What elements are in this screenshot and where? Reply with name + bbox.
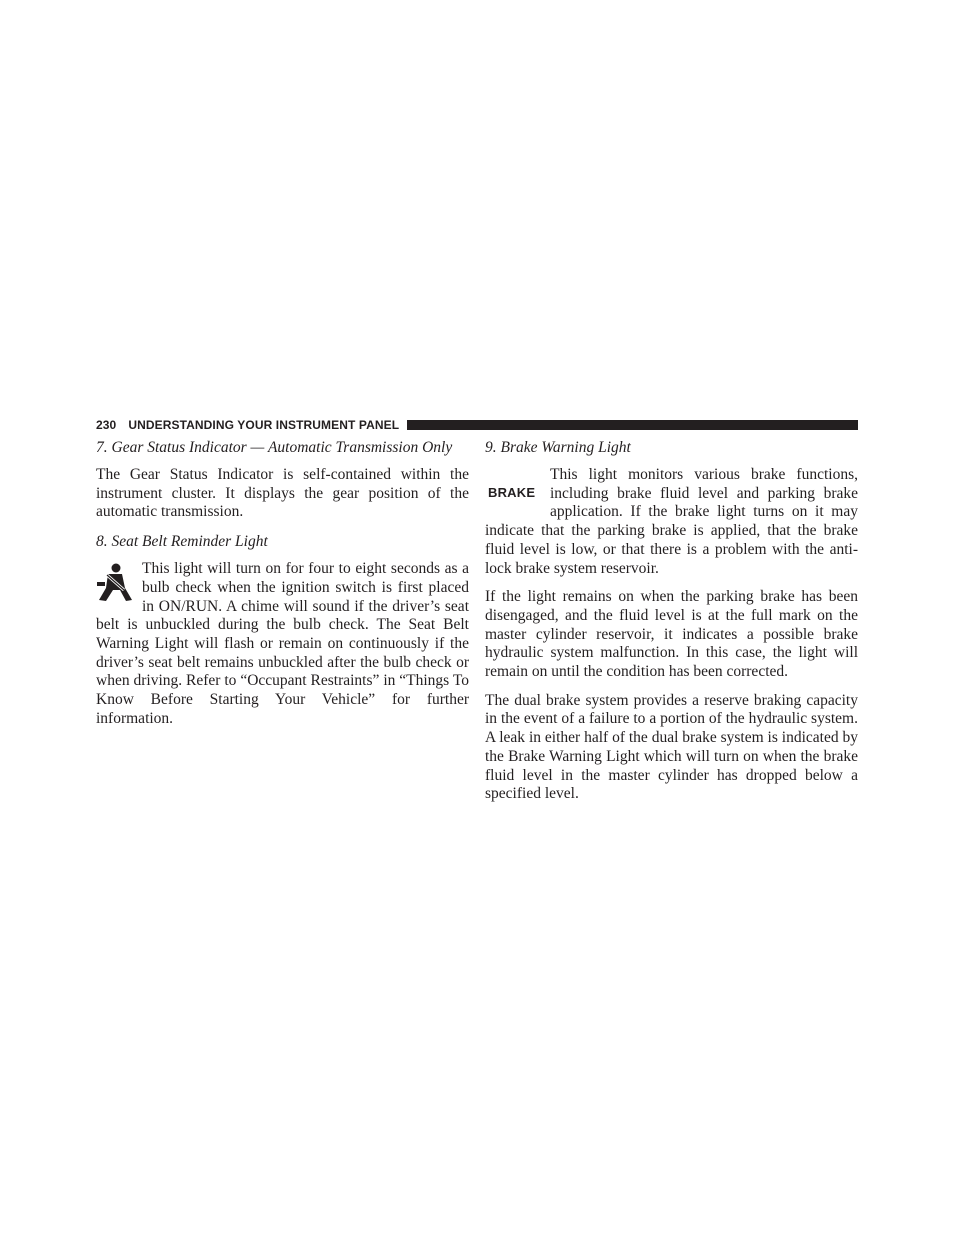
gear-status-paragraph: The Gear Status Indicator is self-contained within the instrument cluster. It displays the gear position of the automatic transmission. [96,466,469,521]
right-column [485,438,858,811]
brake-warning-icon [485,466,543,520]
brake-paragraph-2: If the light remains on when the parking brake has been disengaged, and the fluid level is at the full mark on the master cylinder reservoir, it indicates a possible brake hydraulic system malfunction. In this case, the light will remain on until the condition has been corrected. [485,588,858,681]
header-rule [407,420,858,430]
page-number: 230 [96,418,117,432]
seatbelt-paragraph: This light will turn on for four to eight seconds as a bulb check when the ignition switch is first placed in ON/RUN. A chime will sound if the driver’s seat belt is unbuckled during the bulb check. The Seat Belt Warning Light will flash or remain on continuously if the driver’s seat belt remains unbuckled after the bulb check or when driving. Refer to “Occupant Restraints” in “Things To Know Before Starting Your Vehicle” for further information. [96,560,469,727]
brake-paragraph-1: This light monitors various brake functions, including brake fluid level and parking brake application. If the brake light turns on it may indicate that the parking brake is applied, that the brake fluid level is low, or that there is a problem with the anti-lock brake system reservoir. [485,466,858,577]
seatbelt-icon [96,562,134,602]
brake-heading: 9. Brake Warning Light [485,439,631,456]
seatbelt-section [96,560,469,728]
brake-section [485,466,858,578]
brake-paragraph-3: The dual brake system provides a reserve braking capacity in the event of a failure to a portion of the hydraulic system. A leak in either half of the dual brake system is indicated by the Brake Warning Light which will turn on when the brake fluid level in the master cylinder has dropped below a specified level. [485,691,858,803]
brake-icon-label: BRAKE [488,484,536,500]
left-column [96,438,469,735]
seatbelt-heading: 8. Seat Belt Reminder Light [96,533,268,551]
section-title: UNDERSTANDING YOUR INSTRUMENT PANEL [128,418,400,432]
gear-status-heading: 7. Gear Status Indicator — Automatic Transmission Only [96,439,453,456]
page-header [96,417,858,433]
